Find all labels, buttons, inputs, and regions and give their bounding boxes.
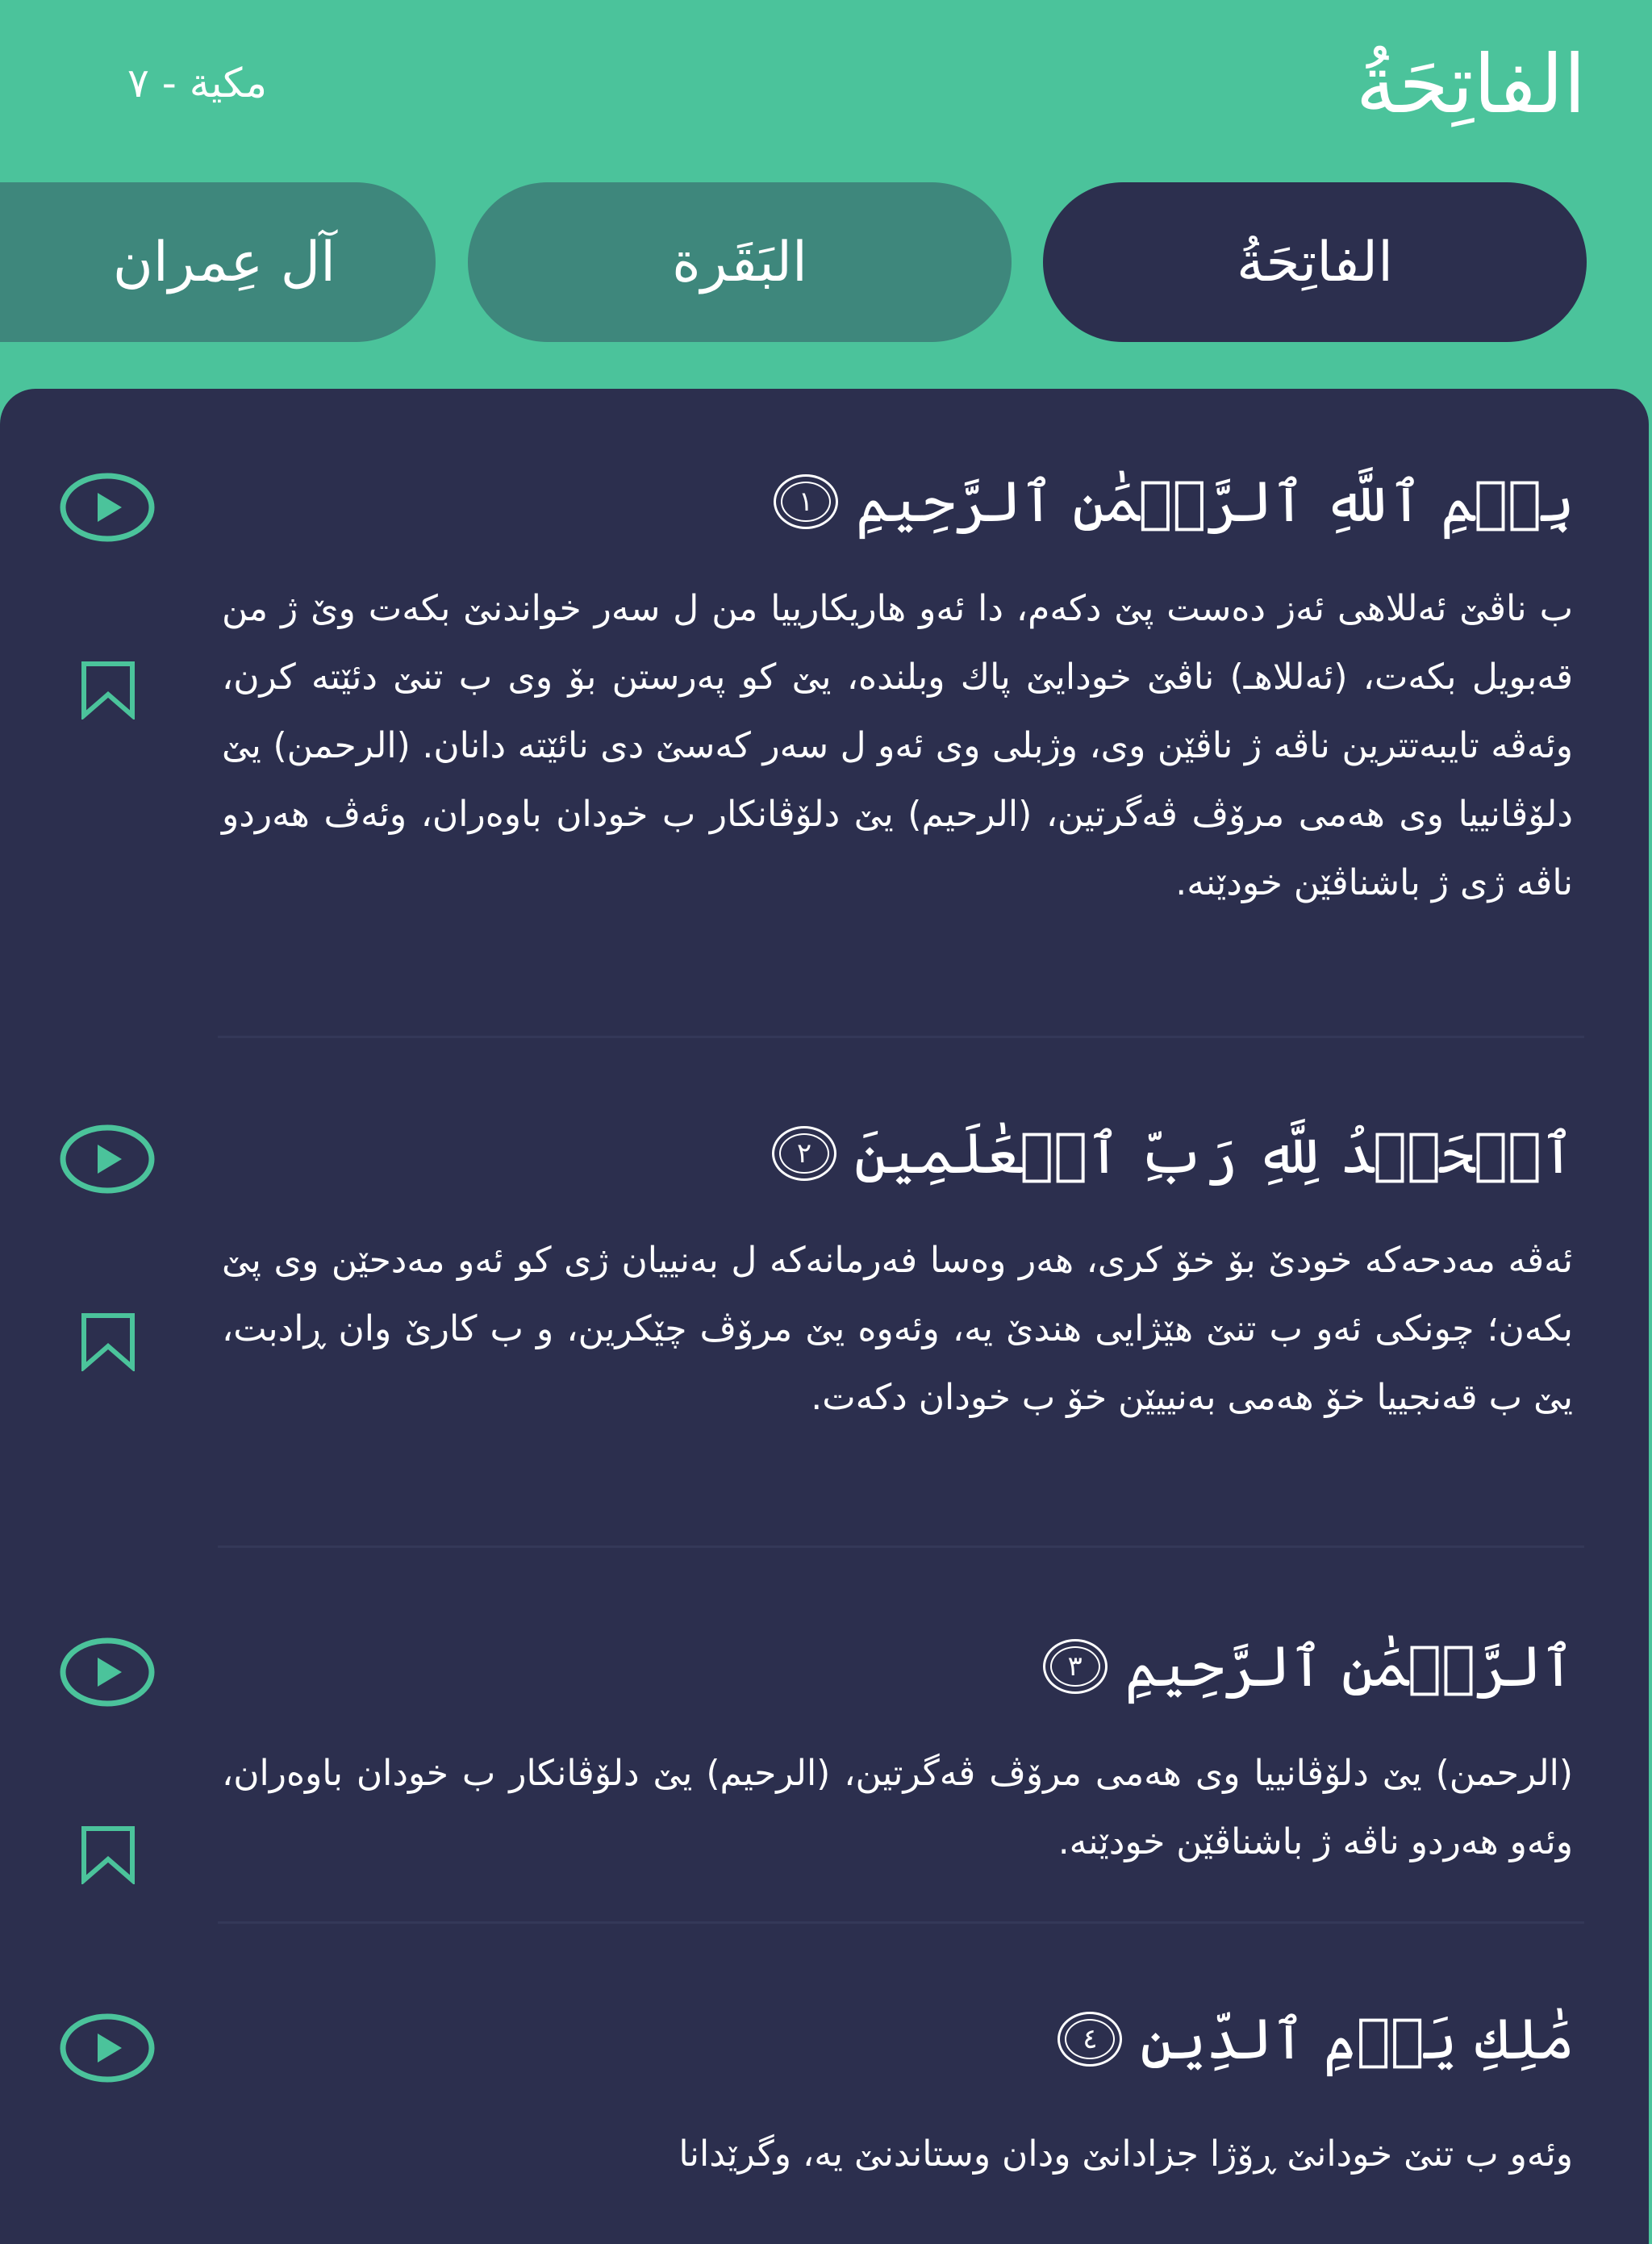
- play-circle-icon: [60, 1124, 155, 1194]
- surah-tabs: [0, 182, 1652, 344]
- ayah-number-badge: ١: [774, 474, 838, 529]
- bookmark-outline-icon: [79, 660, 137, 719]
- verse-arabic-text: بِسۡمِ ٱللَّهِ ٱلرَّحۡمَٰنِ ٱلرَّحِيمِ: [855, 469, 1575, 535]
- verses-panel: [0, 389, 1649, 2244]
- verse-arabic-text: ٱلرَّحۡمَٰنِ ٱلرَّحِيمِ: [1124, 1633, 1575, 1700]
- verse-divider: [218, 1545, 1584, 1548]
- surah-meta: مكية - ٧: [127, 60, 267, 106]
- bookmark-button[interactable]: [79, 660, 137, 719]
- tab-al-baqara[interactable]: البَقَرة: [468, 182, 1012, 342]
- ayah-number-badge: ٢: [772, 1126, 836, 1181]
- bookmark-button[interactable]: [79, 1312, 137, 1371]
- surah-title: الفاتِحَةُ: [1355, 37, 1586, 131]
- verse-translation: وئەو ب تنێ خودانێ ڕۆژا جزادانێ ودان وستاندنێ یە، وگرێدانا: [678, 2133, 1573, 2175]
- play-button[interactable]: [60, 2013, 155, 2083]
- play-circle-icon: [60, 2013, 155, 2083]
- verse-arabic: [774, 461, 1575, 542]
- tab-al-fatiha[interactable]: الفاتِحَةُ: [1043, 182, 1587, 342]
- bookmark-outline-icon: [79, 1312, 137, 1371]
- surah-header: [0, 0, 1652, 169]
- bookmark-button[interactable]: [79, 1825, 137, 1884]
- verse-divider: [218, 1921, 1584, 1924]
- verse-arabic: [1043, 1626, 1575, 1707]
- verse-divider: [218, 1036, 1584, 1038]
- verse-translation: ئەڤە مەدحەکە خودێ بۆ خۆ کری، هەر وەسا فەرمانەکە ل بەنییان ژی کو ئەو مەدحێن وی پێ بکەن؛ چونکی ئەو ب تنێ هێژایی هندێ یە، وئەوە یێ مرۆڤ چێکرین، و ب کارێ وان ڕادبت، یێ ب قەنجییا خۆ هەمی بەنییێن خۆ ب خودان دکەت.: [222, 1240, 1573, 1418]
- ayah-number-badge: ٤: [1058, 2012, 1122, 2067]
- verse-translation: ب ناڤێ ئەللاهی ئەز دەست پێ دکەم، دا ئەو هاریکارییا من ل سەر خواندنێ بکەت وێ ژ من قەبویل بکەت، (ئەللاهـ) ناڤێ خودایێ پاك وبلندە، یێ کو پەرستن بۆ وی ب تنێ دئێتە کرن، وئەڤە تایبەتترین ناڤە ژ ناڤێن وی، وژبلی وی ئەو ل سەر کەسێ دی نائێتە دانان. (الرحمن) یێ دلۆڤانییا وی هەمی مرۆڤ ڤەگرتین، (الرحیم) یێ دلۆڤانکار ب خودان باوەران، وئەڤ هەردو ناڤە ژی ژ باشناڤێن خودێنە.: [222, 588, 1573, 903]
- ayah-number-badge: ٣: [1043, 1639, 1108, 1694]
- verse-translation: (الرحمن) یێ دلۆڤانییا وی هەمی مرۆڤ ڤەگرتین، (الرحیم) یێ دلۆڤانکار ب خودان باوەران، وئەو هەردو ناڤە ژ باشناڤێن خودێنە.: [222, 1753, 1573, 1862]
- verse-arabic: [772, 1113, 1575, 1194]
- play-circle-icon: [60, 473, 155, 542]
- play-circle-icon: [60, 1637, 155, 1707]
- play-button[interactable]: [60, 473, 155, 542]
- play-button[interactable]: [60, 1124, 155, 1194]
- tab-al-imran[interactable]: آل عِمران: [0, 182, 436, 342]
- verse-arabic-text: مَٰلِكِ يَوۡمِ ٱلدِّينِ: [1140, 2006, 1575, 2072]
- play-button[interactable]: [60, 1637, 155, 1707]
- verse-arabic-text: ٱلۡحَمۡدُ لِلَّهِ رَبِّ ٱلۡعَٰلَمِينَ: [853, 1120, 1575, 1187]
- verse-arabic: [1058, 1999, 1575, 2079]
- bookmark-outline-icon: [79, 1825, 137, 1884]
